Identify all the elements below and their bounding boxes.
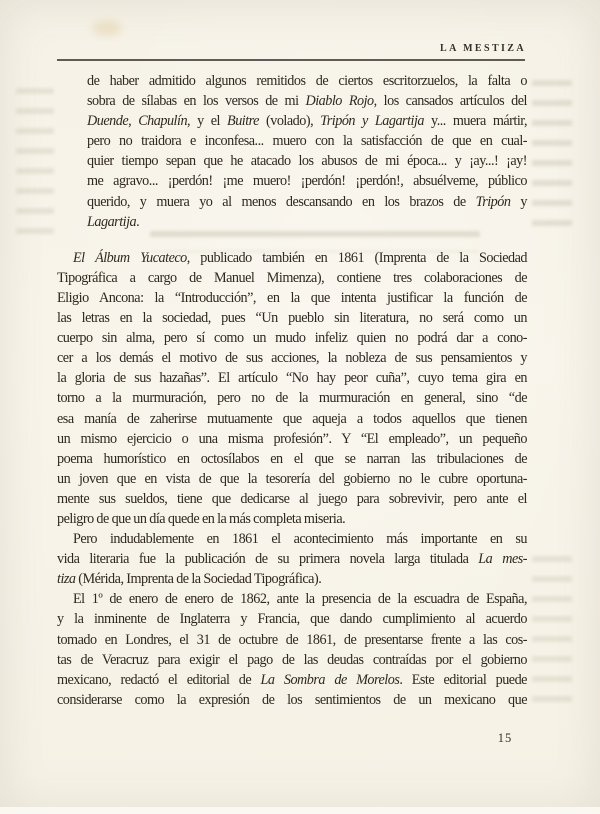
text-line: esa manía de zaherirse mutuamente que aqueja a todos aquellos que tienen <box>57 410 527 427</box>
text-line: tas de Veracruz para exigir el pago de las deudas contraídas por el gobierno <box>57 651 527 668</box>
body-text <box>57 71 527 710</box>
text-line: poema humorístico en octosílabos en el que se narran las tribulaciones de <box>57 450 527 467</box>
bleedthrough-artifact <box>532 556 572 706</box>
text-line: cer a los demás el motivo de sus acciones, la nobleza de sus pensamientos y <box>57 350 527 367</box>
text-line: mente sus sueldos, tiene que dedicarse al juego para sobrevivir, pero ante el <box>57 490 527 507</box>
quoted-passage <box>87 71 527 232</box>
scan-smudge <box>92 20 122 36</box>
text-line: mexicano, redactó el editorial de La Sombra de Morelos. Este editorial puede <box>57 671 527 688</box>
bleedthrough-artifact <box>532 80 572 230</box>
text-line: pero no traidora e inconfesa... muero con la satisfacción de que en cual- <box>87 133 527 150</box>
text-line: tiza (Mérida, Imprenta de la Sociedad Tipográfica). <box>57 571 322 588</box>
text-line: torno a la murmuración, pero no de la murmuración en general, sino “de <box>57 390 527 407</box>
text-line: Tipográfica a cargo de Manuel Mimenza), contiene tres colaboraciones de <box>57 269 527 286</box>
text-line: Pero indudablemente en 1861 el acontecimiento más importante en su <box>73 531 527 548</box>
text-line: de haber admitido algunos remitidos de ciertos escritorzuelos, la falta o <box>87 73 527 89</box>
text-line: y la inminente de Inglaterra y Francia, que dando cumplimiento al acuerdo <box>57 611 527 628</box>
running-title: LA MESTIZA <box>440 43 526 54</box>
paragraph <box>57 248 527 529</box>
text-line: me agravo... ¡perdón! ¡me muero! ¡perdón! ¡perdón!, absuélveme, público <box>87 173 527 190</box>
paragraph <box>57 529 527 589</box>
text-line: cuerpo sin alma, pero sí como un mudo infeliz quien no podrá dar a cono- <box>57 330 527 347</box>
header-rule <box>57 59 525 61</box>
text-line: un mismo ejercicio o una misma profesión”. Y “El empleado”, un pequeño <box>57 430 527 447</box>
text-line: sobra de sílabas en los versos de mi Diablo Rojo, los cansados artículos del <box>87 93 527 110</box>
text-line: vida literaria fue la publicación de su primera novela larga titulada La mes- <box>57 551 527 568</box>
text-line: las letras en la sociedad, pues “Un pueblo sin literatura, no será como un <box>57 310 527 327</box>
text-line: Lagartija. <box>87 213 140 230</box>
paragraph <box>57 589 527 710</box>
text-line: El Álbum Yucateco, publicado también en 1861 (Imprenta de la Sociedad <box>73 249 527 266</box>
running-header <box>440 43 526 56</box>
text-line: querido, y muera yo al menos descansando en los brazos de Tripón y <box>87 193 527 210</box>
scan-edge <box>0 807 600 814</box>
text-line: peligro de que un día quede en la más completa miseria. <box>57 510 346 527</box>
text-line: la gloria de sus hazañas”. El artículo “No hay peor cuña”, cuyo tema gira en <box>57 370 527 387</box>
text-line: tomado en Londres, el 31 de octubre de 1861, de presentarse frente a las cos- <box>57 631 527 648</box>
text-line: considerarse como la expresión de los sentimientos de un mexicano que <box>57 691 527 708</box>
text-line: un joven que en vista de que la tesorería del gobierno no le cubre oportuna- <box>57 470 527 487</box>
text-line: Duende, Chapulín, y el Buitre (volado), Tripón y Lagartija y... muera mártir, <box>87 113 527 130</box>
text-line: quier tiempo sepan que he atacado los abusos de mi época... y ¡ay...! ¡ay! <box>87 153 527 170</box>
page-number: 15 <box>497 731 513 745</box>
text-line: El 1º de enero de enero de 1862, ante la presencia de la escuadra de España, <box>73 591 527 608</box>
text-line: Eligio Ancona: la “Introducción”, en la que intenta justificar la función de <box>57 289 527 306</box>
bleedthrough-artifact <box>16 88 54 248</box>
